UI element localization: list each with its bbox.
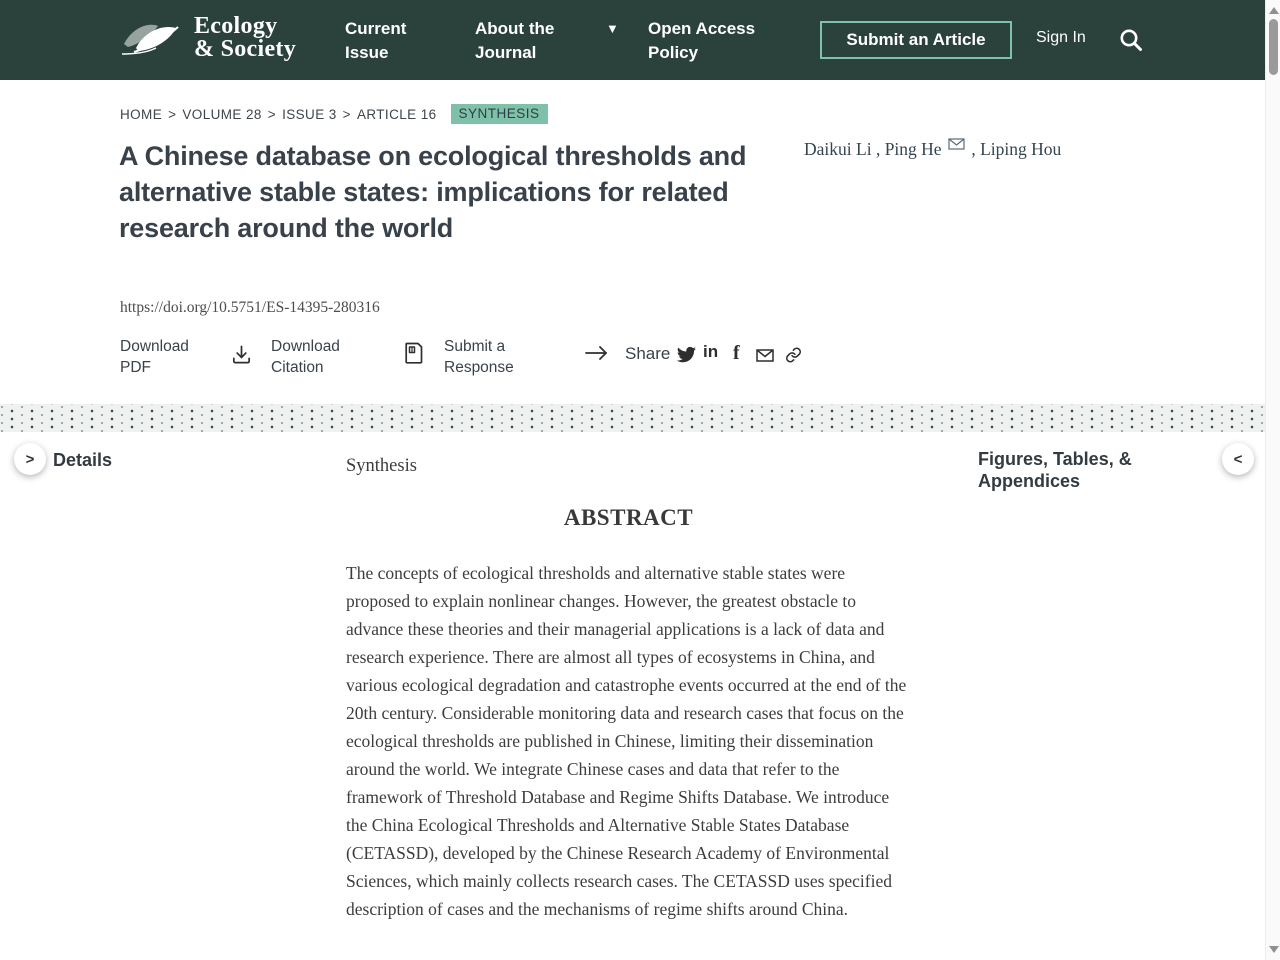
linkedin-icon[interactable]: in (703, 342, 719, 361)
page-title: A Chinese database on ecological thresholds and alternative stable states: implications for related research around the world (119, 141, 747, 243)
sign-in-link[interactable] (1036, 29, 1086, 47)
breadcrumb-volume[interactable]: VOLUME 28 (182, 106, 262, 122)
share-label: Share (625, 344, 671, 363)
author-separator: , (875, 139, 881, 159)
scrollbar-thumb[interactable] (1269, 19, 1278, 75)
nav-current-issue[interactable] (345, 17, 429, 65)
copy-link-icon[interactable] (785, 346, 802, 364)
nav-open-access-policy-label: Open Access Policy (648, 19, 756, 62)
journal-logo[interactable] (118, 14, 296, 62)
breadcrumb (120, 104, 548, 124)
scroll-up-arrow-icon[interactable] (1269, 7, 1279, 14)
submit-response-button[interactable]: Submit a Response (444, 338, 514, 376)
facebook-icon[interactable]: f (733, 342, 740, 364)
email-icon[interactable] (756, 349, 774, 362)
author-list (804, 139, 1061, 160)
author-daikui-li[interactable]: Daikui Li (804, 139, 872, 159)
logo-line2: & Society (194, 36, 297, 62)
breadcrumb-home[interactable]: HOME (120, 106, 163, 122)
dotted-divider (0, 404, 1265, 432)
chevron-right-icon: > (25, 450, 35, 468)
author-ping-he[interactable]: Ping He (884, 139, 942, 159)
author-separator: , (971, 139, 976, 159)
sign-in-label: Sign In (1036, 29, 1086, 46)
chevron-left-icon: < (1233, 450, 1243, 468)
breadcrumb-issue[interactable]: ISSUE 3 (282, 106, 337, 122)
abstract-heading: ABSTRACT (563, 505, 694, 530)
figures-panel-heading[interactable]: Figures, Tables, & Appendices (978, 449, 1132, 491)
twitter-icon[interactable] (677, 346, 696, 363)
nav-open-access-policy[interactable] (648, 17, 774, 65)
author-liping-hou[interactable]: Liping Hou (980, 139, 1062, 159)
details-panel-heading[interactable]: Details (53, 450, 113, 470)
search-icon[interactable] (1118, 27, 1144, 53)
submit-article-label: Submit an Article (846, 30, 986, 49)
nav-about-journal[interactable] (475, 17, 579, 65)
feather-logo-icon (118, 14, 184, 62)
figures-panel-toggle[interactable] (1222, 443, 1254, 475)
site-header (0, 0, 1265, 80)
journal-logo-text (194, 15, 296, 61)
vertical-scrollbar[interactable] (1265, 0, 1280, 960)
nav-current-issue-label: Current Issue (345, 19, 407, 62)
section-type-label: Synthesis (346, 456, 417, 476)
chevron-down-icon[interactable]: ▼ (606, 21, 619, 36)
abstract-text: The concepts of ecological thresholds and alternative stable states were proposed to explain nonlinear changes. However, the greatest obstacle to advance these theories and their managerial applications is a lack of data and research experience. There are almost all types of ecosystems in China, and various ecological degradation and catastrophe events occurred at the end of the 20th century. Considerable monitoring data and research cases that focus on the ecological thresholds are published in Chinese, limiting their dissemination around the world. We integrate Chinese cases and data that refer to the framework of Threshold Database and Regime Shifts Database. We introduce the China Ecological Thresholds and Alternative Stable States Database (CETASSD), developed by the Chinese Research Academy of Environmental Sciences, which mainly collects research cases. The CETASSD uses specified description of cases and the mechanisms of regime shifts around China. (346, 563, 907, 919)
scroll-down-arrow-icon[interactable] (1269, 946, 1279, 953)
download-icon[interactable] (230, 343, 253, 366)
breadcrumb-separator: > (267, 106, 277, 122)
logo-line1: Ecology (194, 13, 278, 39)
synthesis-badge: SYNTHESIS (451, 104, 548, 124)
share-arrow-icon (584, 344, 610, 362)
nav-about-journal-label: About the Journal (475, 19, 555, 62)
breadcrumb-separator: > (168, 106, 177, 122)
download-pdf-button[interactable]: Download PDF (120, 338, 189, 376)
submit-article-button[interactable] (820, 21, 1012, 59)
email-corresponding-icon[interactable] (948, 138, 965, 150)
download-citation-button[interactable]: Download Citation (271, 338, 340, 376)
citation-document-icon[interactable] (403, 341, 425, 365)
breadcrumb-article: ARTICLE 16 (356, 106, 437, 122)
breadcrumb-separator: > (342, 106, 351, 122)
details-panel-toggle[interactable] (14, 443, 46, 475)
doi-link[interactable]: https://doi.org/10.5751/ES-14395-280316 (120, 299, 380, 316)
